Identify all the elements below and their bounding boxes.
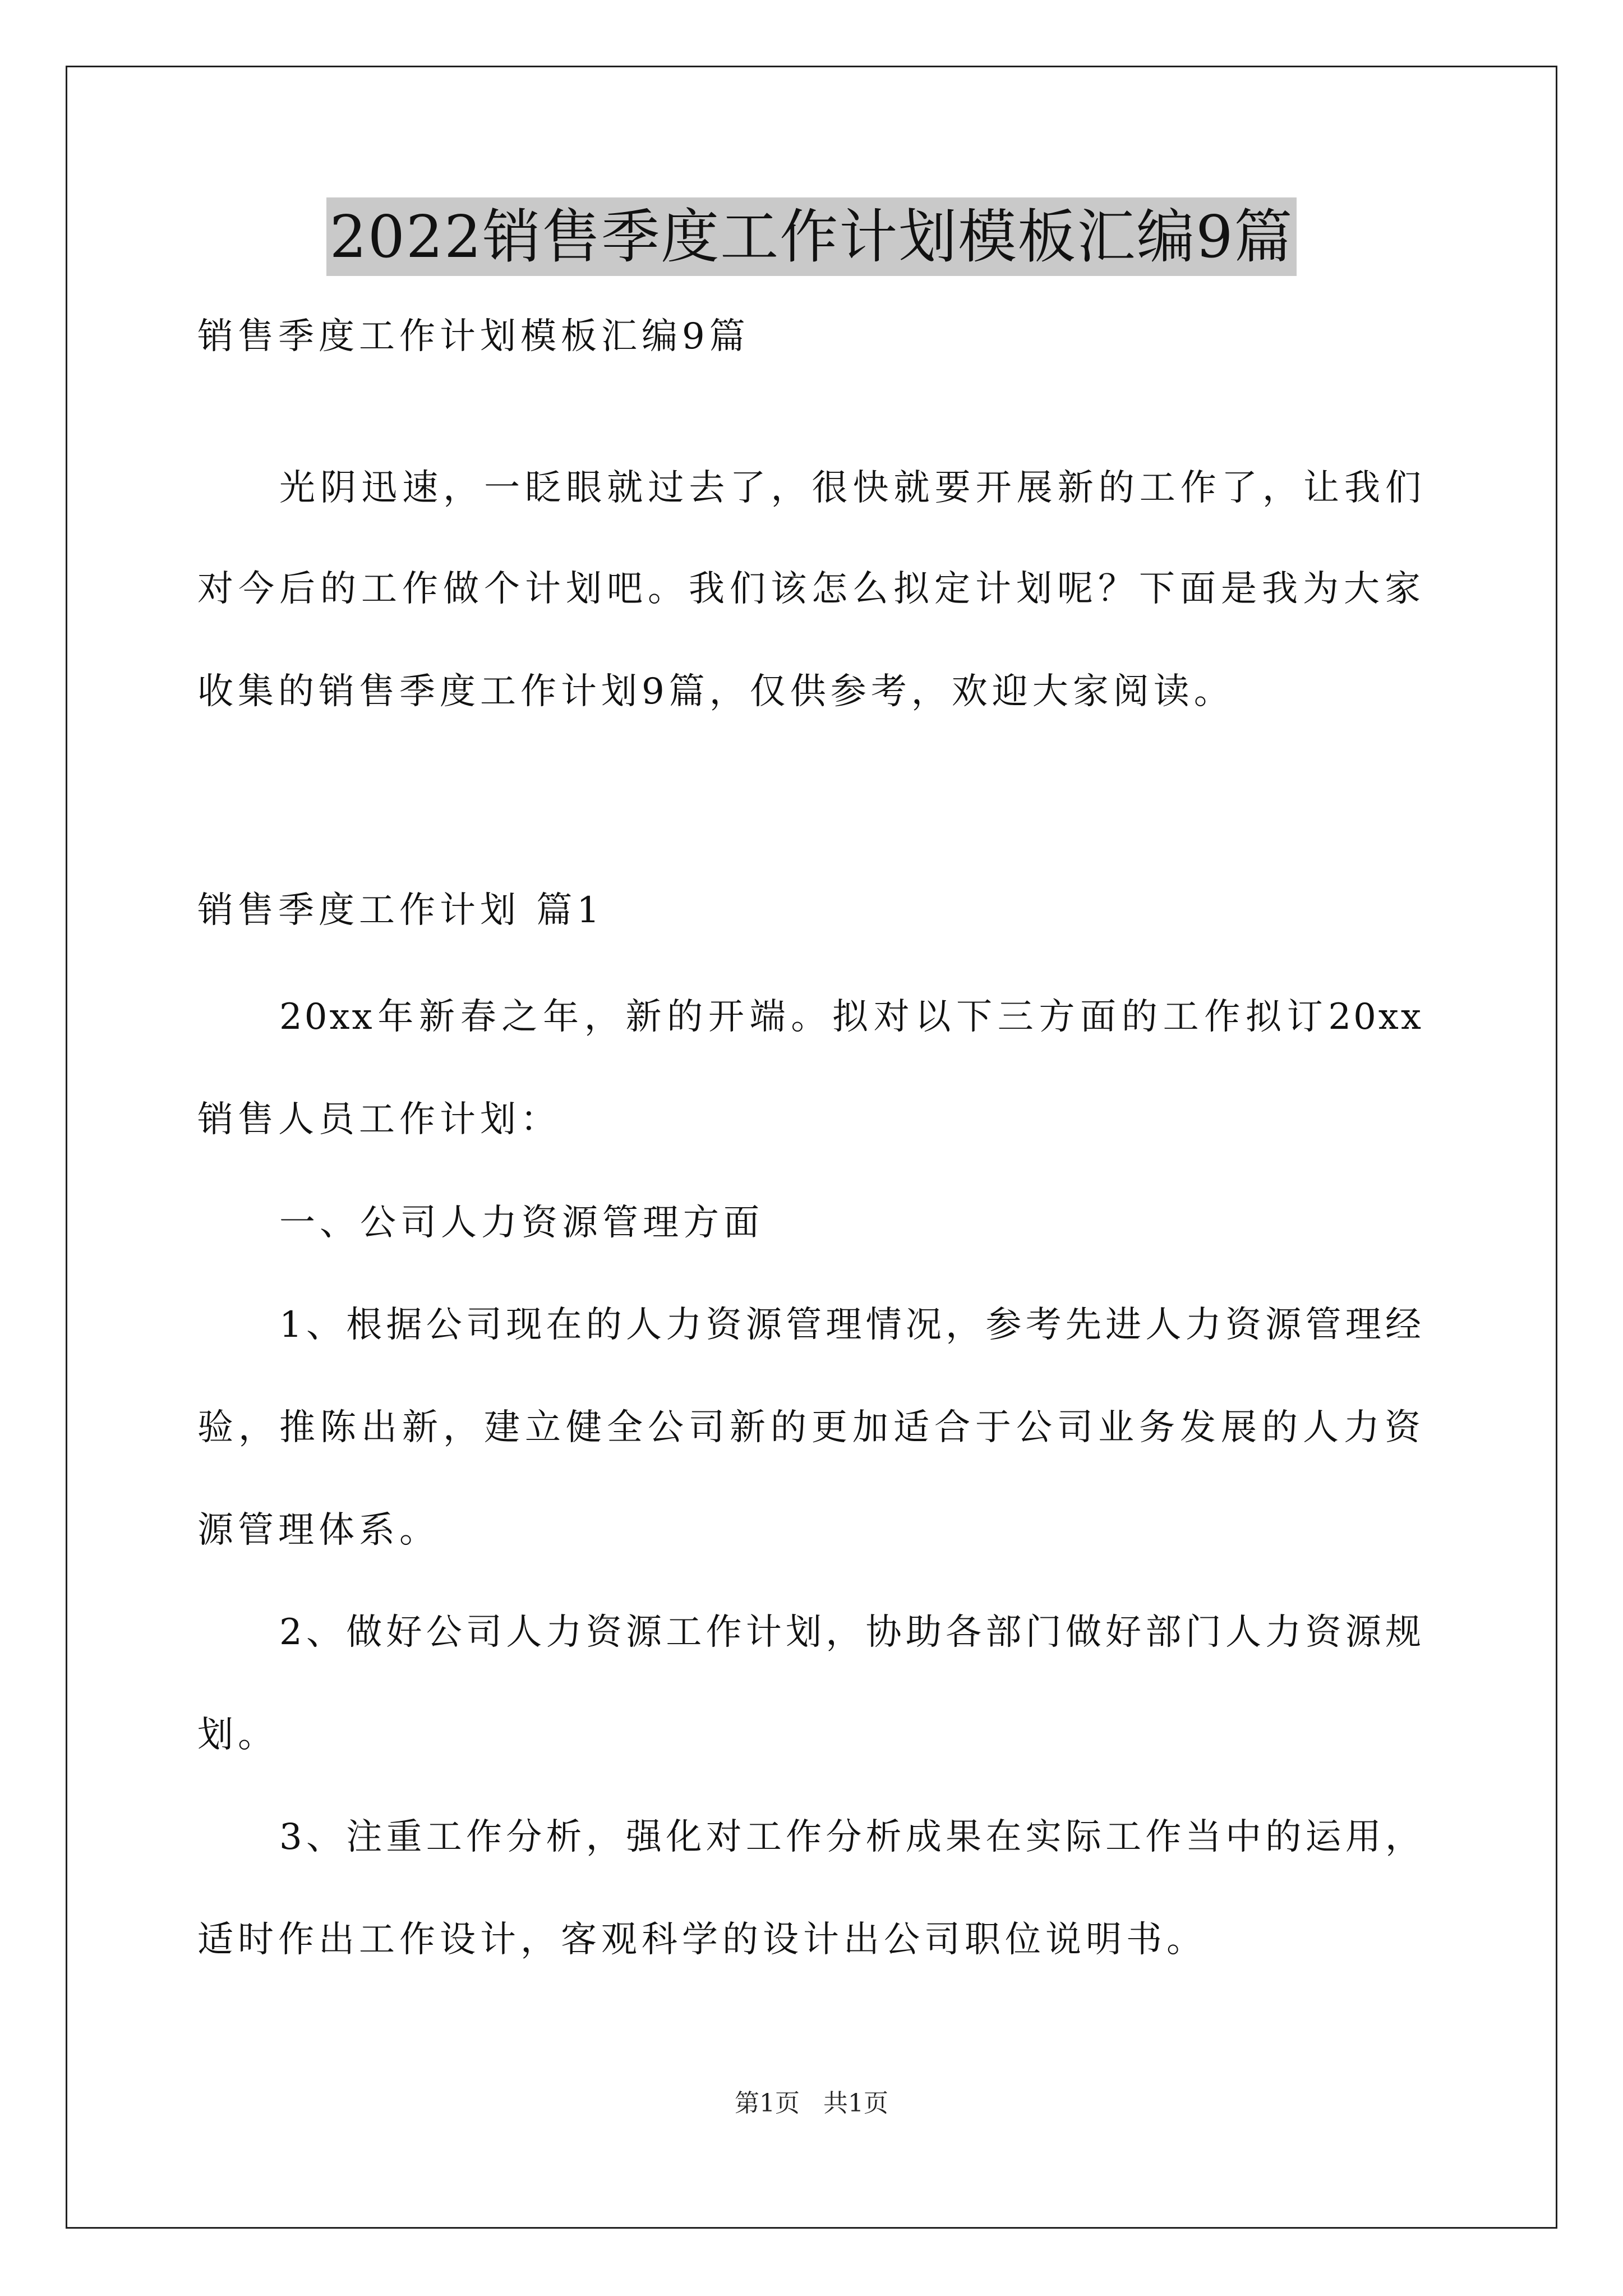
item1-line-1: 1、根据公司现在的人力资源管理情况，参考先进人力资源管理经 <box>279 1304 1423 1346</box>
section-heading: 销售季度工作计划 篇1 <box>197 890 605 931</box>
intro-line-1: 光阴迅速，一眨眼就过去了，很快就要开展新的工作了，让我们 <box>279 467 1423 509</box>
item2-line-2: 划。 <box>197 1714 278 1756</box>
page-footer <box>0 2087 1623 2120</box>
part-heading: 一、公司人力资源管理方面 <box>279 1202 764 1244</box>
title-container <box>0 197 1623 276</box>
document-subtitle: 销售季度工作计划模板汇编9篇 <box>197 316 750 357</box>
item3-line-1: 3、注重工作分析，强化对工作分析成果在实际工作当中的运用， <box>279 1816 1423 1858</box>
item2-line-1: 2、做好公司人力资源工作计划，协助各部门做好部门人力资源规 <box>279 1612 1423 1653</box>
item1-line-2: 验，推陈出新，建立健全公司新的更加适合于公司业务发展的人力资 <box>197 1407 1423 1448</box>
page-border <box>66 66 1557 2229</box>
section-intro-line-1: 20xx年新春之年，新的开端。拟对以下三方面的工作拟订20xx <box>279 996 1423 1038</box>
section-intro-line-2: 销售人员工作计划： <box>197 1099 561 1140</box>
page-total: 共1页 <box>823 2089 888 2118</box>
intro-line-2: 对今后的工作做个计划吧。我们该怎么拟定计划呢？下面是我为大家 <box>197 568 1423 610</box>
item3-line-2: 适时作出工作设计，客观科学的设计出公司职位说明书。 <box>197 1919 1207 1961</box>
item1-line-3: 源管理体系。 <box>197 1510 440 1551</box>
document-title: 2022销售季度工作计划模板汇编9篇 <box>326 197 1297 276</box>
page-number: 第1页 <box>735 2089 800 2118</box>
intro-line-3: 收集的销售季度工作计划9篇，仅供参考，欢迎大家阅读。 <box>197 671 1234 712</box>
